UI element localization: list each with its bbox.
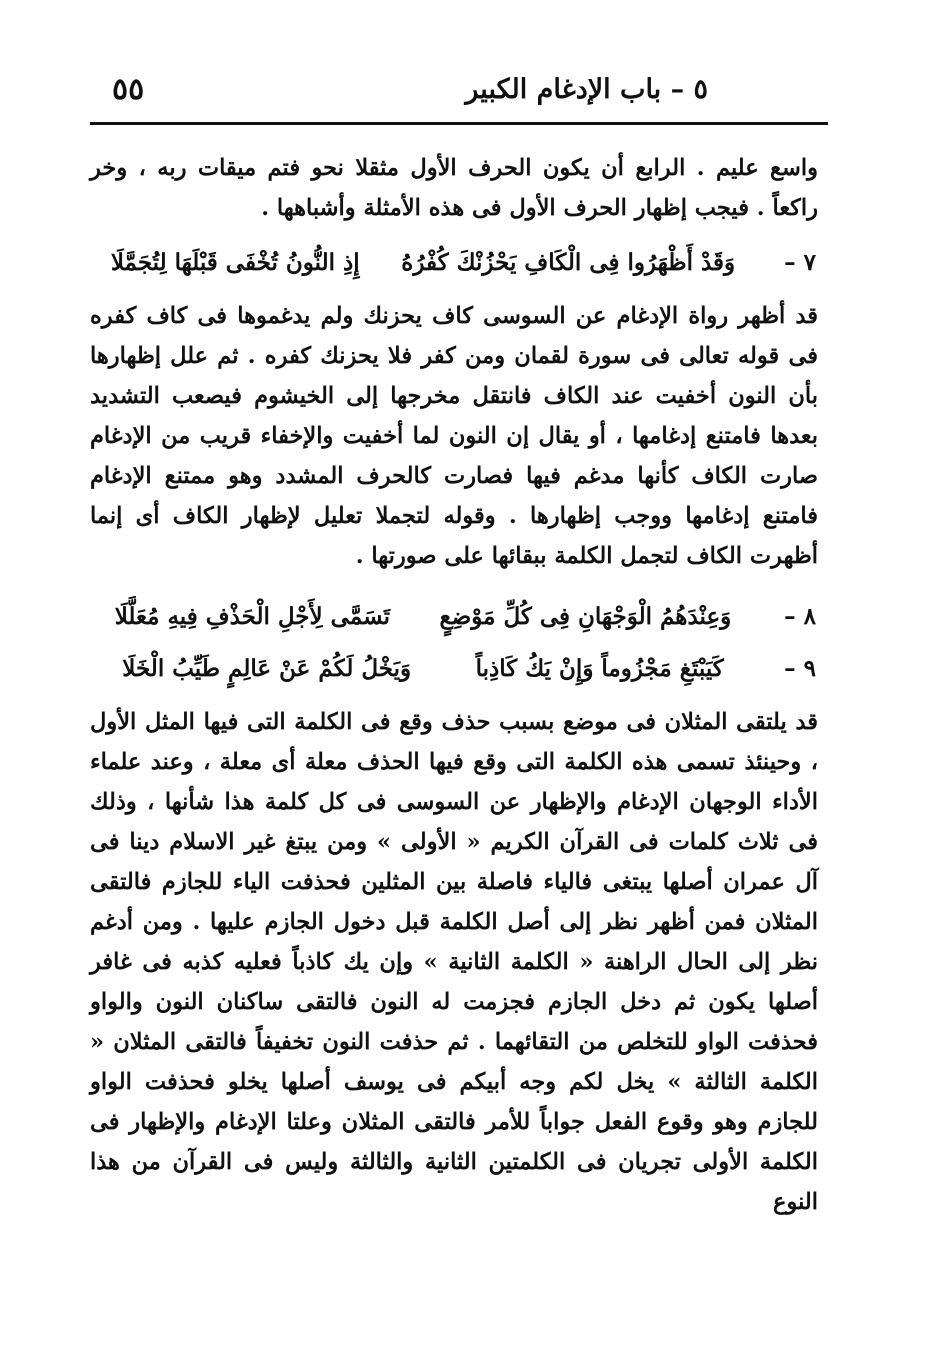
book-page	[90, 70, 818, 1300]
verse-second-hemistich: وَيَخْلُ لَكُمْ عَنْ عَالِمٍ طَيِّبُ الْخَلَا	[122, 654, 412, 682]
verse-second-hemistich: إِذِ النُّونُ تُخْفَى قَبْلَهَا لِتُجَمَّلَا	[110, 248, 360, 276]
page-body	[90, 148, 818, 1222]
verse-first-hemistich: وَعِنْدَهُمُ الْوَجْهَانِ فِى كُلِّ مَوْضِعٍ	[439, 602, 732, 630]
verse-number: ٧ –	[784, 248, 816, 276]
verse-first-hemistich: وَقَدْ أَظْهَرُوا فِى الْكَافِ يَحْزُنْكَ كُفْرُهُ	[401, 248, 736, 276]
verse-7	[90, 236, 818, 288]
header-rule	[90, 122, 828, 125]
paragraph-1: واسع عليم . الرابع أن يكون الحرف الأول مثقلا نحو فتم ميقات ربه ، وخر راكعاً . فيجب إظهار الحرف الأول فى هذه الأمثلة وأشباهها .	[90, 155, 818, 221]
page-header	[90, 70, 818, 118]
chapter-title: ٥ – باب الإدغام الكبير	[465, 74, 708, 105]
page-number: ٥٥	[112, 72, 145, 107]
verse-number: ٨ –	[784, 602, 816, 630]
verse-9	[90, 642, 818, 694]
paragraph-3: قد يلتقى المثلان فى موضع بسبب حذف وقع فى الكلمة التى فيها المثل الأول ، وحينئذ تسمى هذه الكلمة التى وقع فيها الحذف معلة أى معلة ، وعند علماء الأداء الوجهان الإدغام والإظهار عن السوسى فى كل كلمة هذا شأنها ، وذلك فى ثلاث كلمات فى القرآن الكريم « الأولى » ومن يبتغ غير الاسلام دينا فى آل عمران أصلها يبتغى فالياء فاصلة بين المثلين فحذفت الياء للجازم فالتقى المثلان فمن أظهر نظر إلى أصل الكلمة قبل دخول الجازم عليها . ومن أدغم نظر إلى الحال الراهنة « الكلمة الثانية » وإن يك كاذباً فعليه كذبه فى غافر أصلها يكون ثم دخل الجازم فجزمت له النون فالتقى ساكنان النون والواو فحذفت الواو للتخلص من التقائهما . ثم حذفت النون تخفيفاً فالتقى المثلان « الكلمة الثالثة » يخل لكم وجه أبيكم فى يوسف أصلها يخلو فحذفت الواو للجازم وهو وقوع الفعل جواباً للأمر فالتقى المثلان وعلتا الإدغام والإظهار فى الكلمة الأولى تجريان فى الكلمتين الثانية والثالثة وليس فى القرآن من هذا النوع	[90, 709, 818, 1215]
paragraph-2: قد أظهر رواة الإدغام عن السوسى كاف يحزنك ولم يدغموها فى كاف كفره فى قوله تعالى فى سورة لقمان ومن كفر فلا يحزنك كفره . ثم علل إظهارها بأن النون أخفيت عند الكاف فانتقل مخرجها إلى الخيشوم فيصعب التشديد بعدها فامتنع إدغامها ، أو يقال إن النون لما أخفيت والإخفاء قريب من الإدغام صارت الكاف كأنها مدغم فيها فصارت كالحرف المشدد وهو ممتنع الإدغام فامتنع إدغامها ووجب إظهارها . وقوله لتجملا تعليل لإظهار الكاف أى إنما أظهرت الكاف لتجمل الكلمة ببقائها على صورتها .	[90, 303, 818, 569]
verse-second-hemistich: تَسَمَّى لِأَجْلِ الْحَذْفِ فِيهِ مُعَلَّلَا	[114, 602, 391, 630]
verse-8	[90, 590, 818, 642]
verse-first-hemistich: كَيَبْتَغِ مَجْزُوماً وَإِنْ يَكُ كَاذِباً	[475, 654, 724, 682]
verse-number: ٩ –	[784, 654, 816, 682]
